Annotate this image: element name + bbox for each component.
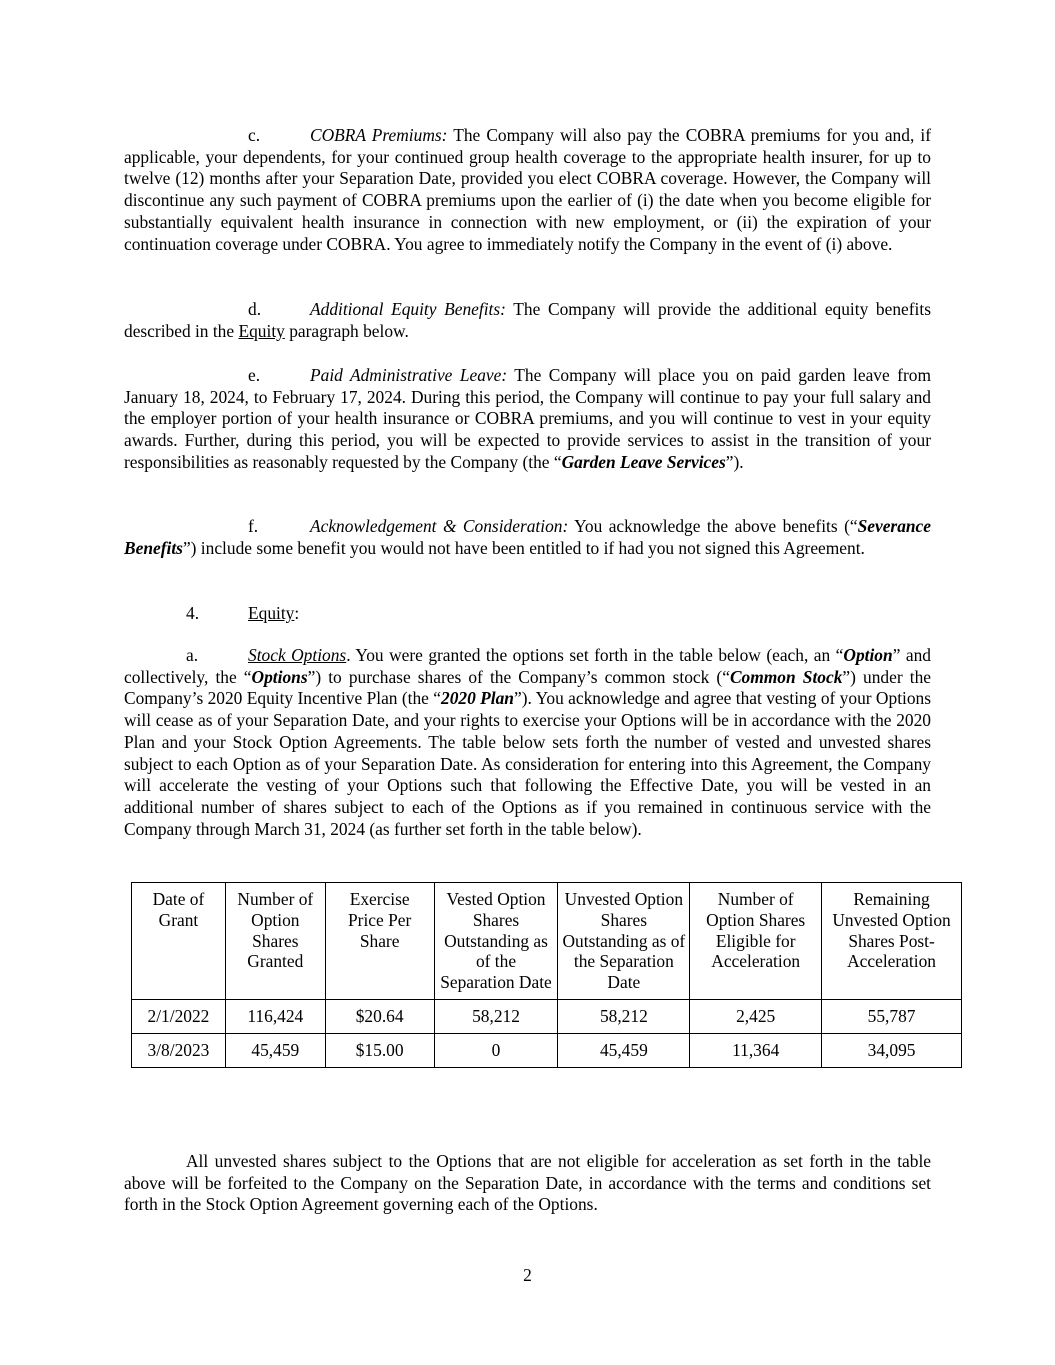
paragraph-stock-options (124, 645, 931, 840)
item-body-end: paragraph below. (289, 320, 409, 341)
body-text: . You were granted the options set forth in the table below (each, an “ (346, 645, 844, 665)
item-body: The Company will place you on paid garden leave from January 18, 2024, to February 17, 2024. During this period, the Company will continue to pay your full salary and the employer portion of your health insurance or COBRA premiums, and you will continue to vest in your equity awards. Further, during this period, you will be expected to provide services to assist in the transition of your responsibilities as reasonably requested by the Company (the “ (124, 365, 931, 472)
section-number: 4. (186, 603, 200, 623)
paragraph-paid-leave (124, 365, 931, 474)
item-title: Paid Administrative Leave: (310, 365, 508, 385)
body-text: All unvested shares subject to the Options that are not eligible for acceleration as set forth in the table above will be forfeited to the Company on the Separation Date, in accordance with the terms and conditions set forth in the Stock Option Agreement governing each of the Options. (124, 1151, 931, 1215)
section-title: Equity (248, 603, 295, 623)
body-text: ” and collectively, the “ (124, 645, 931, 687)
defined-term: Severance Benefits (124, 516, 931, 558)
paragraph-acknowledgement (124, 516, 931, 559)
table-cell: 2,425 (690, 999, 822, 1033)
table-cell: 58,212 (558, 999, 690, 1033)
column-header-exercise-price: Exercise Price Per Share (325, 883, 434, 1000)
table-cell: 55,787 (822, 999, 962, 1033)
column-header-unvested-shares: Unvested Option Shares Outstanding as of the Separation Date (558, 883, 690, 1000)
column-header-vested-shares: Vested Option Shares Outstanding as of the Separation Date (434, 883, 558, 1000)
item-letter: e. (248, 365, 261, 385)
section-colon: : (294, 603, 300, 623)
section-heading-equity (124, 603, 931, 625)
body-text: ”) to purchase shares of the Company’s common stock (“ (307, 666, 730, 687)
defined-term: Option (843, 645, 893, 665)
table-row (132, 999, 962, 1033)
table-cell: 58,212 (434, 999, 558, 1033)
table-cell: 45,459 (558, 1033, 690, 1067)
table-cell: 34,095 (822, 1033, 962, 1067)
defined-term: Options (251, 666, 308, 687)
table-row (132, 1033, 962, 1067)
item-letter: a. (186, 645, 199, 665)
item-body-end: ”) include some benefit you would not have been entitled to if had you not signed this Agreement. (182, 537, 865, 558)
item-title: Acknowledgement & Consideration: (310, 516, 569, 536)
item-letter: c. (248, 125, 261, 145)
item-body: You acknowledge the above benefits (“ (574, 516, 858, 536)
item-title: COBRA Premiums: (310, 125, 448, 145)
table-cell: $15.00 (325, 1033, 434, 1067)
item-body: The Company will also pay the COBRA premiums for you and, if applicable, your dependents, for your continued group health coverage to the appropriate health insurer, for up to twelve (12) months after your Separation Date, provided you elect COBRA coverage. However, the Company will discontinue any such payment of COBRA premiums upon the earlier of (i) the date when you become eligible for substantially equivalent health insurance in connection with new employment, or (ii) the expiration of your continuation coverage under COBRA. You agree to immediately notify the Company in the event of (i) above. (124, 125, 931, 254)
item-title: Additional Equity Benefits: (310, 299, 506, 319)
item-letter: f. (248, 516, 259, 536)
stock-options-table (131, 882, 962, 1068)
table-cell: 3/8/2023 (132, 1033, 226, 1067)
item-title: Stock Options (248, 645, 347, 665)
equity-reference: Equity (238, 320, 285, 341)
table-cell: 116,424 (225, 999, 325, 1033)
table-cell: $20.64 (325, 999, 434, 1033)
paragraph-additional-equity (124, 299, 931, 342)
item-body: The Company will provide the additional equity benefits described in the (124, 299, 931, 341)
table-cell: 2/1/2022 (132, 999, 226, 1033)
paragraph-forfeiture (124, 1151, 931, 1216)
table-cell: 45,459 (225, 1033, 325, 1067)
column-header-date-of-grant: Date of Grant (132, 883, 226, 1000)
column-header-shares-granted: Number of Option Shares Granted (225, 883, 325, 1000)
body-text: ”) under the Company’s 2020 Equity Incentive Plan (the “ (124, 666, 931, 709)
item-body-end: ”). (725, 451, 744, 472)
defined-term: 2020 Plan (441, 688, 514, 709)
column-header-remaining-unvested: Remaining Unvested Option Shares Post-Acceleration (822, 883, 962, 1000)
page-number: 2 (523, 1265, 532, 1285)
table-header-row (132, 883, 962, 1000)
table-cell: 0 (434, 1033, 558, 1067)
item-letter: d. (248, 299, 262, 319)
paragraph-cobra-premiums (124, 125, 931, 255)
table-cell: 11,364 (690, 1033, 822, 1067)
defined-term: Garden Leave Services (561, 451, 726, 472)
column-header-eligible-acceleration: Number of Option Shares Eligible for Acceleration (690, 883, 822, 1000)
defined-term: Common Stock (729, 666, 843, 687)
body-text: ”). You acknowledge and agree that vesting of your Options will cease as of your Separation Date, and your rights to exercise your Options will be in accordance with the 2020 Plan and your Stock Option Agreements. The table below sets forth the number of vested and unvested shares subject to each Option as of your Separation Date. As consideration for entering into this Agreement, the Company will accelerate the vesting of your Options such that following the Effective Date, you will be vested in an additional number of shares subject to each of the Options as if you remained in continuous service with the Company through March 31, 2024 (as further set forth in the table below). (124, 688, 932, 839)
